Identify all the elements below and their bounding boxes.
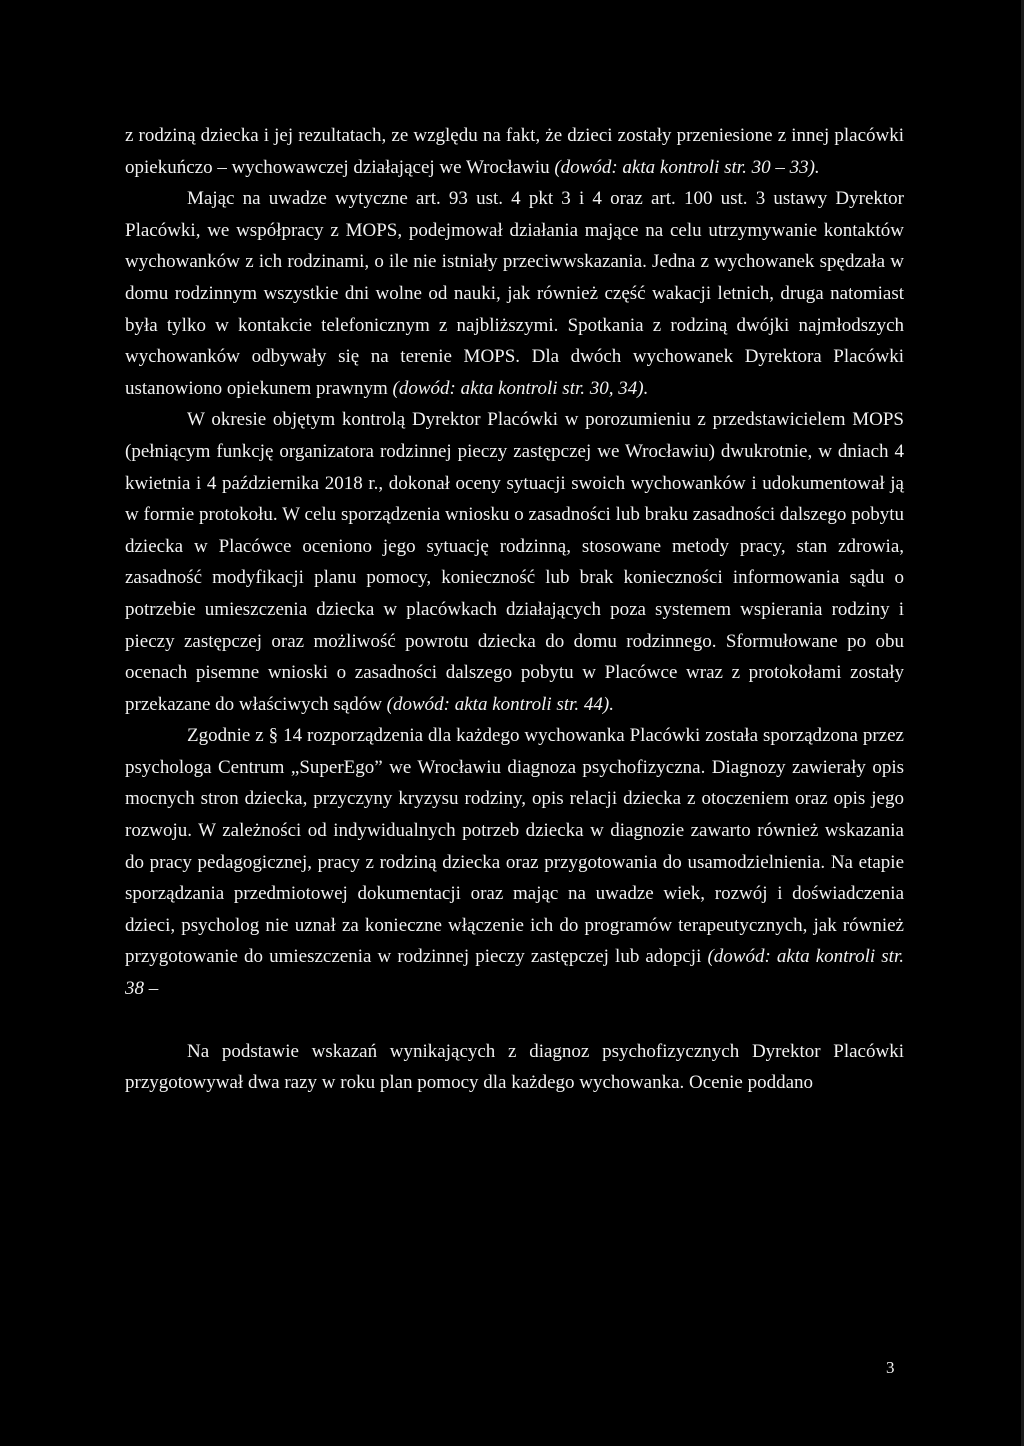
paragraph-text: z rodziną dziecka i jej rezultatach, ze względu na fakt, że dzieci zostały przeniesione z innej placówki opiekuńczo – wychowawczej działającej we Wrocławiu — [125, 125, 904, 178]
paragraph-3 — [125, 404, 904, 720]
evidence-citation: (dowód: akta kontroli str. 30, 34). — [392, 377, 649, 399]
document-body — [125, 120, 904, 1099]
page-number: 3 — [886, 1358, 895, 1377]
paragraph-text: Na podstawie wskazań wynikających z diagnoz psychofizycznych Dyrektor Placówki przygotowywał dwa razy w roku plan pomocy dla każdego wychowanka. Ocenie poddano — [125, 1040, 904, 1094]
evidence-citation: (dowód: akta kontroli str. 44). — [386, 693, 614, 715]
paragraph-text: Zgodnie z § 14 rozporządzenia dla każdego wychowanka Placówki została sporządzona przez psychologa Centrum „SuperEgo” we Wrocławiu diagnoza psychofizyczna. Diagnozy zawierały opis mocnych stron dziecka, przyczyny kryzysu rodziny, opis relacji dziecka z otoczeniem oraz opis jego rozwoju. W zależności od indywidualnych potrzeb dziecka w diagnozie zawarto również wskazania do pracy pedagogicznej, pracy z rodziną dziecka oraz przygotowania do usamodzielnienia. Na etapie sporządzania przedmiotowej dokumentacji oraz mając na uwadze wiek, rozwój i doświadczenia dzieci, psycholog nie uznał za konieczne włączenie ich do programów terapeutycznych, jak również przygotowanie do umieszczenia w rodzinnej pieczy zastępczej lub adopcji — [125, 725, 904, 968]
paragraph-2 — [125, 183, 904, 404]
evidence-citation: (dowód: akta kontroli str. 30 – 33). — [554, 156, 820, 178]
paragraph-text: Mając na uwadze wytyczne art. 93 ust. 4 pkt 3 i 4 oraz art. 100 ust. 3 ustawy Dyrektor Placówki, we współpracy z MOPS, podejmował działania mające na celu utrzymywanie kontaktów wychowanków z ich rodzinami, o ile nie istniały przeciwwskazania. Jedna z wychowanek spędzała w domu rodzinnym wszystkie dni wolne od nauki, jak również część wakacji letnich, druga natomiast była tylko w kontakcie telefonicznym z najbliższymi. Spotkania z rodziną dwójki najmłodszych wychowanków odbywały się na terenie MOPS. Dla dwóch wychowanek Dyrektora Placówki ustanowiono opiekunem prawnym — [125, 188, 904, 399]
paragraph-5 — [125, 1036, 904, 1099]
paragraph-1 — [125, 120, 904, 183]
evidence-citation: (dowód: akta kontroli str. 38 – — [125, 946, 904, 1000]
paragraph-4 — [125, 720, 904, 1004]
paragraph-text: W okresie objętym kontrolą Dyrektor Placówki w porozumieniu z przedstawicielem MOPS (pełniącym funkcję organizatora rodzinnej pieczy zastępczej we Wrocławiu) dwukrotnie, w dniach 4 kwietnia i 4 października 2018 r., dokonał oceny sytuacji swoich wychowanków i udokumentował ją w formie protokołu. W celu sporządzenia wniosku o zasadności lub braku zasadności dalszego pobytu dziecka w Placówce oceniono jego sytuację rodzinną, stosowane metody pracy, stan zdrowia, zasadność modyfikacji planu pomocy, konieczność lub brak konieczności informowania sądu o potrzebie umieszczenia dziecka w placówkach działających poza systemem wspierania rodziny i pieczy zastępczej oraz możliwość powrotu dziecka do domu rodzinnego. Sformułowane po obu ocenach pisemne wnioski o zasadności dalszego pobytu w Placówce wraz z protokołami zostały przekazane do właściwych sądów — [125, 409, 904, 715]
